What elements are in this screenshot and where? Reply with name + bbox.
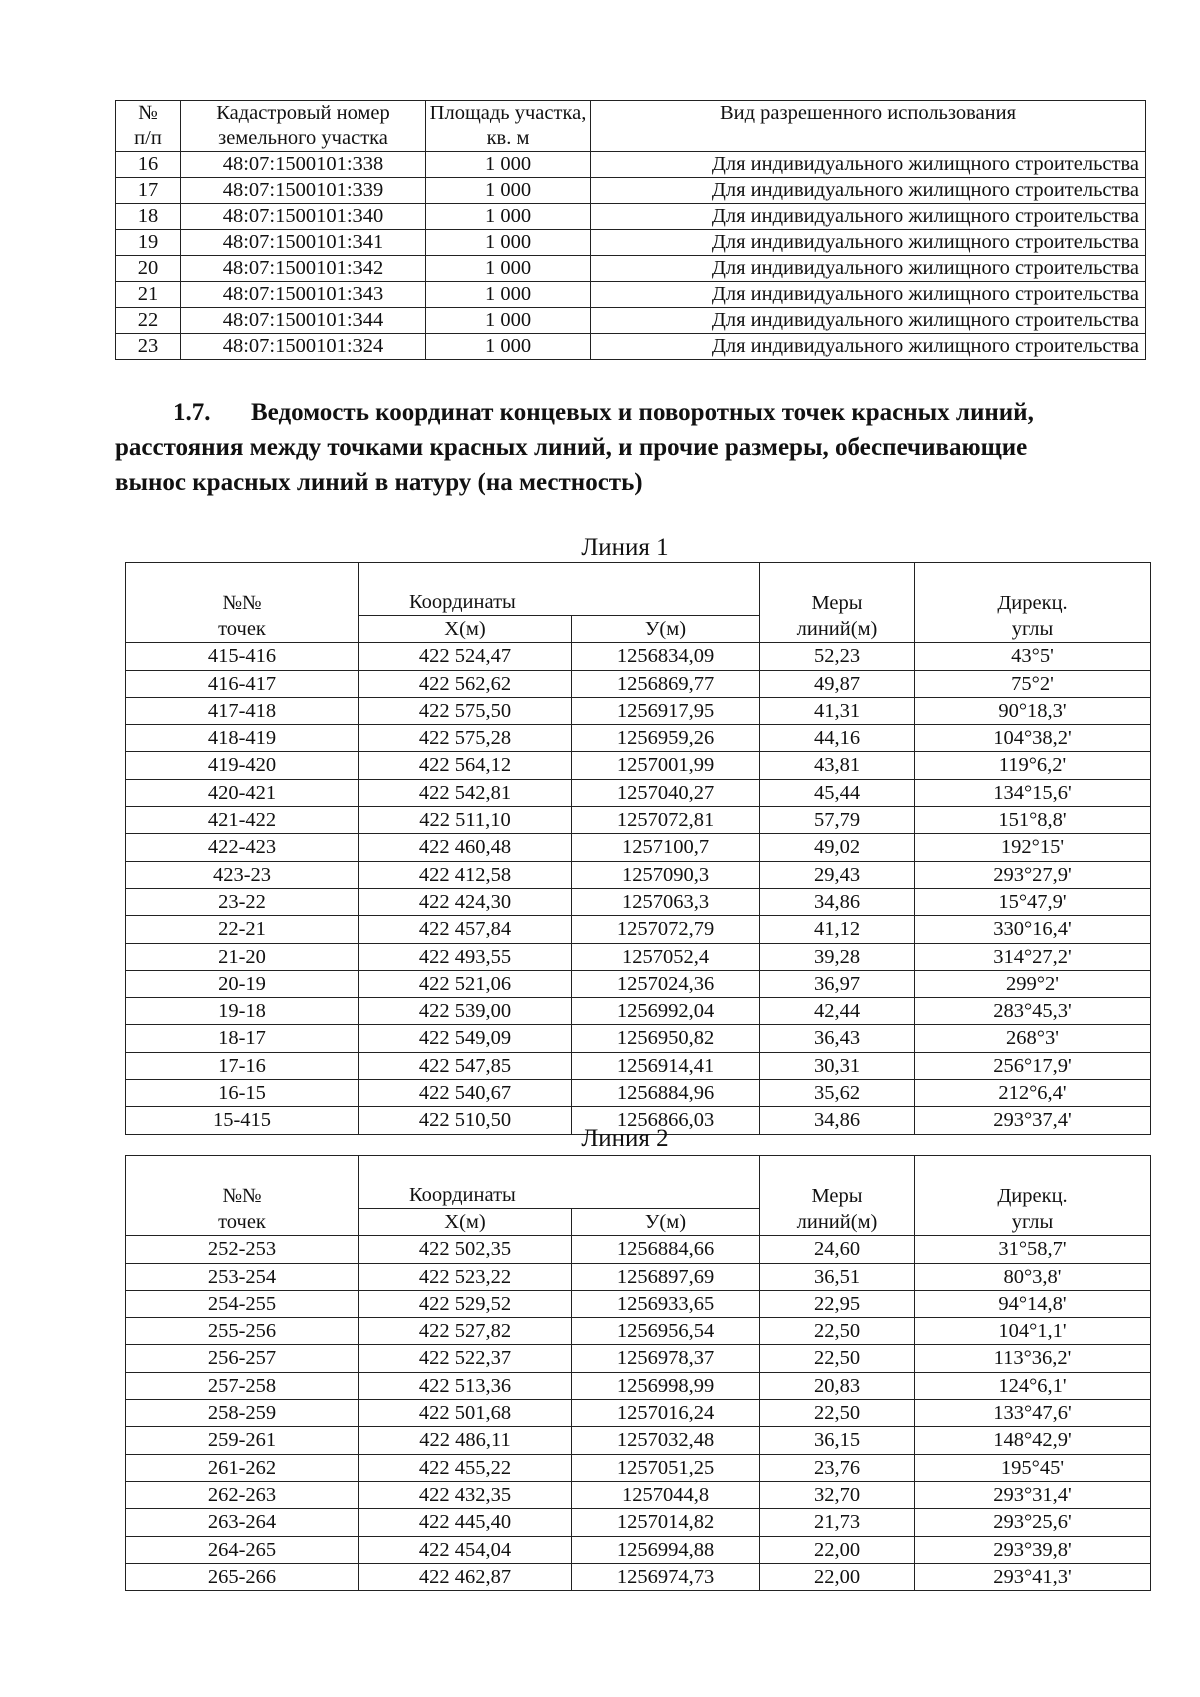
- section-heading: [115, 395, 1155, 500]
- heading-text: Ведомость координат концевых и поворотных точек красных линий,: [251, 399, 1034, 426]
- point-pair: 416-417: [126, 670, 359, 697]
- plot-num: 21: [116, 282, 181, 308]
- plot-area: 1 000: [426, 230, 591, 256]
- plots-use-header: [591, 101, 1146, 152]
- y-coordinate: 1257032,48: [572, 1427, 760, 1454]
- table-row: [126, 834, 1151, 861]
- direction-angle: 104°1,1': [915, 1318, 1151, 1345]
- coordinates-header: Координаты: [359, 1156, 760, 1209]
- x-coordinate: 422 460,48: [359, 834, 572, 861]
- direction-angle: 283°45,3': [915, 998, 1151, 1025]
- table-row: [126, 1236, 1151, 1263]
- point-pair: 421-422: [126, 807, 359, 834]
- coord-header-row: [126, 1156, 1151, 1209]
- x-coordinate: 422 539,00: [359, 998, 572, 1025]
- header-text: Площадь участка,: [429, 102, 587, 124]
- table-row: [126, 1427, 1151, 1454]
- table-row: [116, 282, 1146, 308]
- table-row: [126, 807, 1151, 834]
- x-coordinate: 422 462,87: [359, 1563, 572, 1590]
- x-coordinate: 422 455,22: [359, 1454, 572, 1481]
- direction-angle: 94°14,8': [915, 1290, 1151, 1317]
- table-row: [126, 1400, 1151, 1427]
- header-text: земельного участка: [218, 127, 388, 149]
- plot-cadastral: 48:07:1500101:344: [181, 308, 426, 334]
- x-header: Х(м): [359, 1209, 572, 1236]
- x-coordinate: 422 575,28: [359, 725, 572, 752]
- y-coordinate: 1257016,24: [572, 1400, 760, 1427]
- header-text: Дирекц.: [997, 591, 1068, 614]
- line-length: 36,43: [760, 1025, 915, 1052]
- x-coordinate: 422 501,68: [359, 1400, 572, 1427]
- table-row: [126, 888, 1151, 915]
- line-length: 22,50: [760, 1345, 915, 1372]
- direction-angle: 268°3': [915, 1025, 1151, 1052]
- plot-area: 1 000: [426, 308, 591, 334]
- plot-num: 20: [116, 256, 181, 282]
- point-pair: 262-263: [126, 1481, 359, 1508]
- x-coordinate: 422 529,52: [359, 1290, 572, 1317]
- points-header: [126, 563, 359, 643]
- header-text: п/п: [134, 127, 162, 149]
- table-row: [126, 1052, 1151, 1079]
- header-text: углы: [1011, 1211, 1054, 1233]
- header-text: линий(м): [796, 618, 878, 640]
- plot-area: 1 000: [426, 256, 591, 282]
- direction-angle: 293°27,9': [915, 861, 1151, 888]
- table-row: [126, 1536, 1151, 1563]
- header-text: Кадастровый номер: [216, 102, 390, 124]
- y-coordinate: 1256866,03: [572, 1107, 760, 1134]
- direction-angle: 90°18,3': [915, 697, 1151, 724]
- point-pair: 417-418: [126, 697, 359, 724]
- table-row: [126, 670, 1151, 697]
- x-coordinate: 422 486,11: [359, 1427, 572, 1454]
- direction-angle: 293°31,4': [915, 1481, 1151, 1508]
- plot-use: Для индивидуального жилищного строительства: [591, 178, 1146, 204]
- y-coordinate: 1256992,04: [572, 998, 760, 1025]
- line-length: 57,79: [760, 807, 915, 834]
- y-coordinate: 1256959,26: [572, 725, 760, 752]
- x-coordinate: 422 513,36: [359, 1372, 572, 1399]
- line-length: 20,83: [760, 1372, 915, 1399]
- table-row: [126, 970, 1151, 997]
- header-text: Вид разрешенного использования: [719, 102, 1017, 124]
- plot-num: 18: [116, 204, 181, 230]
- direction-angle: 293°41,3': [915, 1563, 1151, 1590]
- x-coordinate: 422 412,58: [359, 861, 572, 888]
- points-header: [126, 1156, 359, 1236]
- table-row: [126, 1509, 1151, 1536]
- plot-use: Для индивидуального жилищного строительства: [591, 152, 1146, 178]
- point-pair: 420-421: [126, 779, 359, 806]
- direction-angle: 43°5': [915, 643, 1151, 670]
- y-coordinate: 1257063,3: [572, 888, 760, 915]
- y-coordinate: 1257052,4: [572, 943, 760, 970]
- table-row: [126, 861, 1151, 888]
- plot-area: 1 000: [426, 282, 591, 308]
- x-coordinate: 422 457,84: [359, 916, 572, 943]
- x-coordinate: 422 432,35: [359, 1481, 572, 1508]
- y-coordinate: 1257090,3: [572, 861, 760, 888]
- direction-angle: 299°2': [915, 970, 1151, 997]
- line-1-title: Линия 1: [581, 534, 669, 561]
- y-coordinate: 1257051,25: [572, 1454, 760, 1481]
- table-row: [116, 256, 1146, 282]
- plot-cadastral: 48:07:1500101:340: [181, 204, 426, 230]
- header-text: кв. м: [486, 127, 530, 149]
- line-length: 22,50: [760, 1318, 915, 1345]
- x-coordinate: 422 562,62: [359, 670, 572, 697]
- point-pair: 21-20: [126, 943, 359, 970]
- direction-angle: 212°6,4': [915, 1080, 1151, 1107]
- point-pair: 258-259: [126, 1400, 359, 1427]
- table-row: [126, 1025, 1151, 1052]
- table-row: [126, 779, 1151, 806]
- point-pair: 20-19: [126, 970, 359, 997]
- table-row: [126, 643, 1151, 670]
- point-pair: 419-420: [126, 752, 359, 779]
- line-length: 32,70: [760, 1481, 915, 1508]
- plots-header-row: [116, 101, 1146, 152]
- x-coordinate: 422 511,10: [359, 807, 572, 834]
- line-2-table: [125, 1155, 1151, 1591]
- table-row: [126, 1563, 1151, 1590]
- y-header: У(м): [572, 616, 760, 643]
- plot-use: Для индивидуального жилищного строительства: [591, 282, 1146, 308]
- line-2-title: Линия 2: [581, 1125, 669, 1152]
- point-pair: 261-262: [126, 1454, 359, 1481]
- point-pair: 254-255: [126, 1290, 359, 1317]
- direction-angle: 293°39,8': [915, 1536, 1151, 1563]
- y-coordinate: 1256834,09: [572, 643, 760, 670]
- y-coordinate: 1256950,82: [572, 1025, 760, 1052]
- y-coordinate: 1257014,82: [572, 1509, 760, 1536]
- line-length: 22,00: [760, 1563, 915, 1590]
- y-header: У(м): [572, 1209, 760, 1236]
- line-length: 30,31: [760, 1052, 915, 1079]
- x-coordinate: 422 564,12: [359, 752, 572, 779]
- angles-header: [915, 1156, 1151, 1236]
- direction-angle: 293°25,6': [915, 1509, 1151, 1536]
- y-coordinate: 1257040,27: [572, 779, 760, 806]
- direction-angle: 293°37,4': [915, 1107, 1151, 1134]
- plot-num: 17: [116, 178, 181, 204]
- line-length: 52,23: [760, 643, 915, 670]
- y-coordinate: 1257001,99: [572, 752, 760, 779]
- line-length: 41,12: [760, 916, 915, 943]
- direction-angle: 192°15': [915, 834, 1151, 861]
- point-pair: 252-253: [126, 1236, 359, 1263]
- plot-cadastral: 48:07:1500101:341: [181, 230, 426, 256]
- y-coordinate: 1257100,7: [572, 834, 760, 861]
- y-coordinate: 1257044,8: [572, 1481, 760, 1508]
- line-length: 44,16: [760, 725, 915, 752]
- y-coordinate: 1256884,96: [572, 1080, 760, 1107]
- line-length: 49,02: [760, 834, 915, 861]
- direction-angle: 80°3,8': [915, 1263, 1151, 1290]
- line-length: 45,44: [760, 779, 915, 806]
- table-row: [126, 916, 1151, 943]
- plot-use: Для индивидуального жилищного строительства: [591, 308, 1146, 334]
- heading-line-1: [115, 395, 1155, 430]
- x-header: Х(м): [359, 616, 572, 643]
- line-length: 22,50: [760, 1400, 915, 1427]
- table-row: [126, 1080, 1151, 1107]
- y-coordinate: 1256933,65: [572, 1290, 760, 1317]
- y-coordinate: 1256994,88: [572, 1536, 760, 1563]
- point-pair: 15-415: [126, 1107, 359, 1134]
- y-coordinate: 1257024,36: [572, 970, 760, 997]
- header-text: линий(м): [796, 1211, 878, 1233]
- direction-angle: 256°17,9': [915, 1052, 1151, 1079]
- point-pair: 257-258: [126, 1372, 359, 1399]
- section-number: 1.7.: [173, 399, 211, 426]
- table-row: [126, 725, 1151, 752]
- table-row: [126, 1481, 1151, 1508]
- heading-line-2: расстояния между точками красных линий, и прочие размеры, обеспечивающие: [115, 434, 1028, 461]
- direction-angle: 113°36,2': [915, 1345, 1151, 1372]
- table-row: [116, 230, 1146, 256]
- line-length: 23,76: [760, 1454, 915, 1481]
- line-1-rows: [126, 643, 1151, 1134]
- header-text: точек: [218, 1211, 266, 1233]
- plot-cadastral: 48:07:1500101:343: [181, 282, 426, 308]
- point-pair: 16-15: [126, 1080, 359, 1107]
- x-coordinate: 422 510,50: [359, 1107, 572, 1134]
- plot-cadastral: 48:07:1500101:339: [181, 178, 426, 204]
- measures-header: [760, 1156, 915, 1236]
- coordinates-header: Координаты: [359, 563, 760, 616]
- line-length: 22,00: [760, 1536, 915, 1563]
- table-row: [126, 1290, 1151, 1317]
- x-coordinate: 422 445,40: [359, 1509, 572, 1536]
- x-coordinate: 422 527,82: [359, 1318, 572, 1345]
- coord-header-row: [126, 563, 1151, 616]
- plot-cadastral: 48:07:1500101:342: [181, 256, 426, 282]
- measures-header: [760, 563, 915, 643]
- plot-use: Для индивидуального жилищного строительства: [591, 230, 1146, 256]
- line-length: 24,60: [760, 1236, 915, 1263]
- direction-angle: 195°45': [915, 1454, 1151, 1481]
- direction-angle: 330°16,4': [915, 916, 1151, 943]
- point-pair: 415-416: [126, 643, 359, 670]
- plot-area: 1 000: [426, 152, 591, 178]
- line-length: 49,87: [760, 670, 915, 697]
- plot-use: Для индивидуального жилищного строительства: [591, 204, 1146, 230]
- heading-line-3: вынос красных линий в натуру (на местность): [115, 469, 643, 496]
- point-pair: 253-254: [126, 1263, 359, 1290]
- plot-num: 22: [116, 308, 181, 334]
- x-coordinate: 422 493,55: [359, 943, 572, 970]
- table-row: [116, 178, 1146, 204]
- y-coordinate: 1256956,54: [572, 1318, 760, 1345]
- table-row: [126, 943, 1151, 970]
- plot-use: Для индивидуального жилищного строительства: [591, 334, 1146, 360]
- plot-area: 1 000: [426, 204, 591, 230]
- plot-num: 16: [116, 152, 181, 178]
- y-coordinate: 1256974,73: [572, 1563, 760, 1590]
- point-pair: 22-21: [126, 916, 359, 943]
- y-coordinate: 1257072,79: [572, 916, 760, 943]
- table-row: [126, 998, 1151, 1025]
- point-pair: 264-265: [126, 1536, 359, 1563]
- line-length: 36,51: [760, 1263, 915, 1290]
- line-length: 34,86: [760, 1107, 915, 1134]
- direction-angle: 133°47,6': [915, 1400, 1151, 1427]
- point-pair: 256-257: [126, 1345, 359, 1372]
- y-coordinate: 1257072,81: [572, 807, 760, 834]
- y-coordinate: 1256897,69: [572, 1263, 760, 1290]
- table-row: [126, 1318, 1151, 1345]
- table-row: [126, 1372, 1151, 1399]
- header-text: №: [138, 102, 158, 124]
- x-coordinate: 422 542,81: [359, 779, 572, 806]
- plots-cadastral-header: [181, 101, 426, 152]
- line-2-rows: [126, 1236, 1151, 1591]
- x-coordinate: 422 540,67: [359, 1080, 572, 1107]
- direction-angle: 15°47,9': [915, 888, 1151, 915]
- point-pair: 255-256: [126, 1318, 359, 1345]
- direction-angle: 148°42,9': [915, 1427, 1151, 1454]
- table-row: [126, 1345, 1151, 1372]
- header-text: №№: [222, 591, 262, 614]
- table-row: [126, 1263, 1151, 1290]
- direction-angle: 31°58,7': [915, 1236, 1151, 1263]
- line-length: 22,95: [760, 1290, 915, 1317]
- point-pair: 19-18: [126, 998, 359, 1025]
- x-coordinate: 422 549,09: [359, 1025, 572, 1052]
- line-length: 41,31: [760, 697, 915, 724]
- line-length: 36,15: [760, 1427, 915, 1454]
- header-text: точек: [218, 618, 266, 640]
- plot-cadastral: 48:07:1500101:338: [181, 152, 426, 178]
- header-text: №№: [222, 1184, 262, 1207]
- line-length: 35,62: [760, 1080, 915, 1107]
- point-pair: 17-16: [126, 1052, 359, 1079]
- y-coordinate: 1256917,95: [572, 697, 760, 724]
- y-coordinate: 1256914,41: [572, 1052, 760, 1079]
- table-row: [126, 697, 1151, 724]
- header-text: Дирекц.: [997, 1184, 1068, 1207]
- y-coordinate: 1256978,37: [572, 1345, 760, 1372]
- y-coordinate: 1256998,99: [572, 1372, 760, 1399]
- plot-use: Для индивидуального жилищного строительства: [591, 256, 1146, 282]
- line-length: 39,28: [760, 943, 915, 970]
- table-row: [116, 204, 1146, 230]
- x-coordinate: 422 424,30: [359, 888, 572, 915]
- line-length: 43,81: [760, 752, 915, 779]
- x-coordinate: 422 522,37: [359, 1345, 572, 1372]
- angles-header: [915, 563, 1151, 643]
- x-coordinate: 422 575,50: [359, 697, 572, 724]
- table-row: [116, 334, 1146, 360]
- header-text: углы: [1011, 618, 1054, 640]
- direction-angle: 314°27,2': [915, 943, 1151, 970]
- line-length: 36,97: [760, 970, 915, 997]
- y-coordinate: 1256869,77: [572, 670, 760, 697]
- point-pair: 263-264: [126, 1509, 359, 1536]
- point-pair: 259-261: [126, 1427, 359, 1454]
- direction-angle: 124°6,1': [915, 1372, 1151, 1399]
- line-length: 29,43: [760, 861, 915, 888]
- x-coordinate: 422 502,35: [359, 1236, 572, 1263]
- plots-num-header: [116, 101, 181, 152]
- point-pair: 265-266: [126, 1563, 359, 1590]
- header-text: Меры: [811, 1184, 863, 1207]
- line-1-table: [125, 562, 1151, 1135]
- x-coordinate: 422 524,47: [359, 643, 572, 670]
- line-length: 42,44: [760, 998, 915, 1025]
- point-pair: 423-23: [126, 861, 359, 888]
- x-coordinate: 422 454,04: [359, 1536, 572, 1563]
- table-row: [126, 1454, 1151, 1481]
- direction-angle: 151°8,8': [915, 807, 1151, 834]
- direction-angle: 104°38,2': [915, 725, 1151, 752]
- plot-num: 23: [116, 334, 181, 360]
- table-row: [126, 752, 1151, 779]
- plots-table: [115, 100, 1146, 360]
- table-row: [116, 152, 1146, 178]
- plot-cadastral: 48:07:1500101:324: [181, 334, 426, 360]
- direction-angle: 119°6,2': [915, 752, 1151, 779]
- point-pair: 418-419: [126, 725, 359, 752]
- point-pair: 18-17: [126, 1025, 359, 1052]
- direction-angle: 75°2': [915, 670, 1151, 697]
- table-row: [116, 308, 1146, 334]
- plot-area: 1 000: [426, 178, 591, 204]
- plot-area: 1 000: [426, 334, 591, 360]
- x-coordinate: 422 547,85: [359, 1052, 572, 1079]
- line-length: 21,73: [760, 1509, 915, 1536]
- point-pair: 422-423: [126, 834, 359, 861]
- plots-area-header: [426, 101, 591, 152]
- line-length: 34,86: [760, 888, 915, 915]
- x-coordinate: 422 521,06: [359, 970, 572, 997]
- y-coordinate: 1256884,66: [572, 1236, 760, 1263]
- plot-num: 19: [116, 230, 181, 256]
- header-text: Меры: [811, 591, 863, 614]
- direction-angle: 134°15,6': [915, 779, 1151, 806]
- point-pair: 23-22: [126, 888, 359, 915]
- x-coordinate: 422 523,22: [359, 1263, 572, 1290]
